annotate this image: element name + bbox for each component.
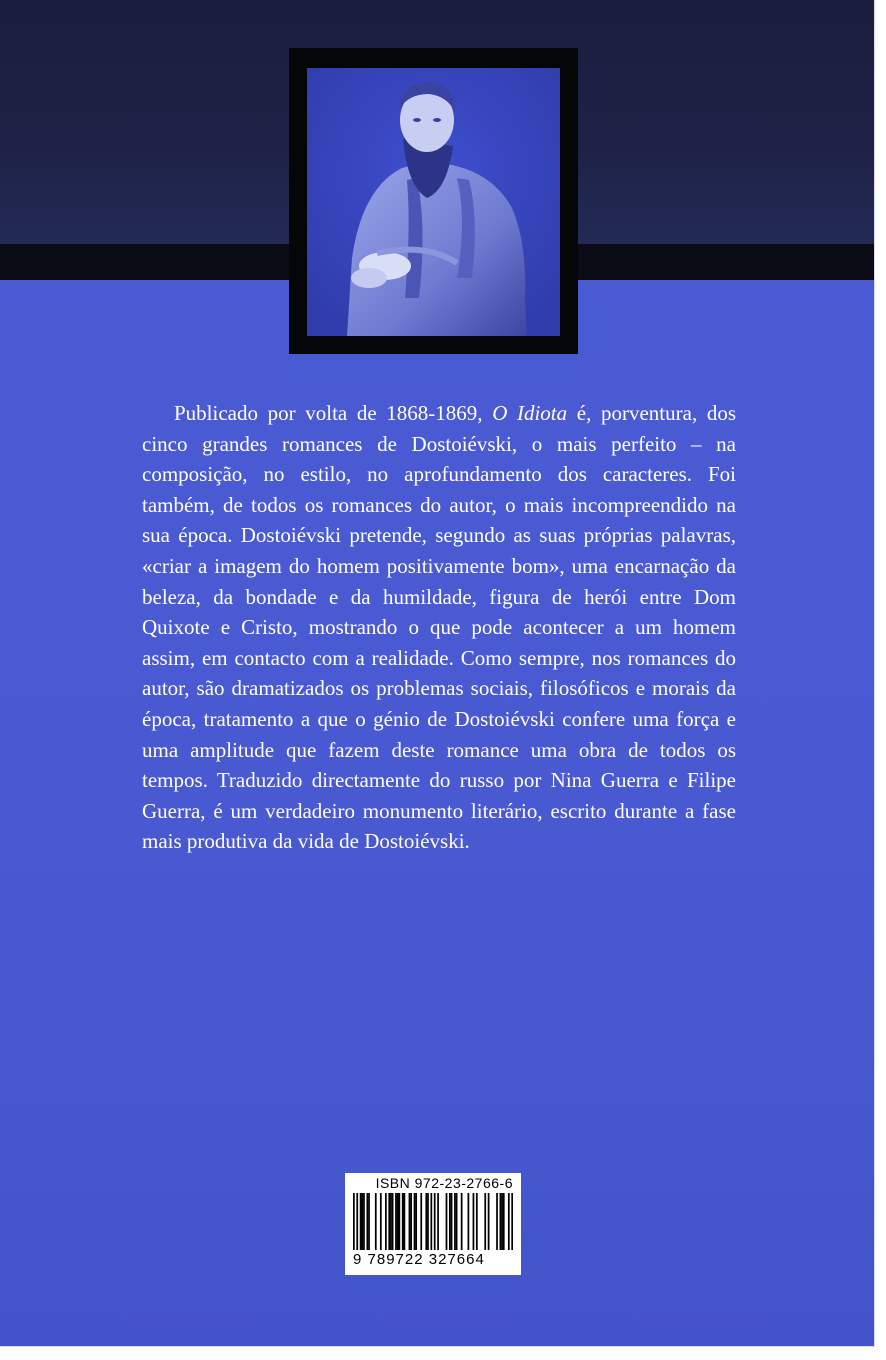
book-title: O Idiota xyxy=(492,401,568,425)
barcode-bar xyxy=(461,1193,463,1250)
barcode-bar xyxy=(363,1193,365,1250)
isbn-number: ISBN 972-23-2766-6 xyxy=(375,1175,513,1191)
barcode-bar xyxy=(361,1193,363,1250)
barcode-bar xyxy=(501,1193,503,1250)
barcode-bar xyxy=(449,1193,451,1250)
barcode-bar xyxy=(434,1193,436,1250)
barcode-bar xyxy=(500,1193,502,1250)
barcode-bar xyxy=(402,1193,404,1250)
barcode-label xyxy=(345,1173,521,1275)
author-portrait xyxy=(289,48,578,354)
barcode-bar xyxy=(446,1193,448,1250)
author-portrait-icon xyxy=(307,68,560,336)
barcode-bar xyxy=(414,1193,416,1250)
barcode-bar xyxy=(353,1193,355,1250)
barcode-bar xyxy=(454,1193,456,1250)
barcode-bar xyxy=(404,1193,406,1250)
blurb-intro: Publicado por volta de 1868-1869, xyxy=(174,401,493,425)
barcode-bar xyxy=(420,1193,422,1250)
ean-number: 9 789722 327664 xyxy=(353,1251,485,1268)
barcode-bar xyxy=(409,1193,411,1250)
barcode-bar xyxy=(437,1193,439,1250)
barcode-bar xyxy=(511,1193,513,1250)
barcode-bar xyxy=(484,1193,486,1250)
barcode-bar xyxy=(388,1193,390,1250)
barcode-bar xyxy=(397,1193,399,1250)
barcode-bar xyxy=(410,1193,412,1250)
barcode-bar xyxy=(476,1193,478,1250)
barcode-bar xyxy=(390,1193,392,1250)
barcode-bar xyxy=(451,1193,453,1250)
barcode-bar xyxy=(360,1193,362,1250)
barcode-bar xyxy=(456,1193,458,1250)
barcode-bar xyxy=(496,1193,498,1250)
barcode-bar xyxy=(427,1193,429,1250)
barcode-bar xyxy=(398,1193,400,1250)
barcode-bars xyxy=(353,1193,513,1250)
barcode-bar xyxy=(375,1193,377,1250)
barcode-bar xyxy=(430,1193,432,1250)
book-description xyxy=(142,398,736,857)
barcode-bar xyxy=(368,1193,370,1250)
blurb-body: é, porventura, dos cinco grandes romances de Dostoiévski, o mais perfeito – na composição, no estilo, no aprofundamento dos caracteres. Foi também, de todos os romances do autor, o mais incompreendido na sua época. Dostoiévski pretende, segundo as suas próprias palavras, «criar a imagem do homem positivamente bom», uma encarnação da beleza, da bondade e da humildade, figura de herói entre Dom Quixote e Cristo, mostrando o que pode acontecer a um homem assim, em contacto com a realidade. Como sempre, nos romances do autor, são dramatizados os problemas sociais, filosóficos e morais da época, tratamento a que o génio de Dostoiévski confere uma força e uma amplitude que fazem deste romance uma obra de todos os tempos. Traduzido directamente do russo por Nina Guerra e Filipe Guerra, é um verdadeiro monumento literário, escrito durante a fase mais produtiva da vida de Dostoiévski. xyxy=(142,401,736,854)
barcode-bar xyxy=(385,1193,387,1250)
barcode-bar xyxy=(415,1193,417,1250)
barcode-bar xyxy=(366,1193,368,1250)
barcode-bar xyxy=(503,1193,505,1250)
barcode-bar xyxy=(356,1193,358,1250)
barcode-bar xyxy=(392,1193,394,1250)
barcode-bar xyxy=(473,1193,475,1250)
barcode-bar xyxy=(468,1193,470,1250)
barcode-bar xyxy=(425,1193,427,1250)
barcode-bar xyxy=(508,1193,510,1250)
barcode-bar xyxy=(488,1193,490,1250)
barcode-bar xyxy=(380,1193,382,1250)
barcode-bar xyxy=(395,1193,397,1250)
